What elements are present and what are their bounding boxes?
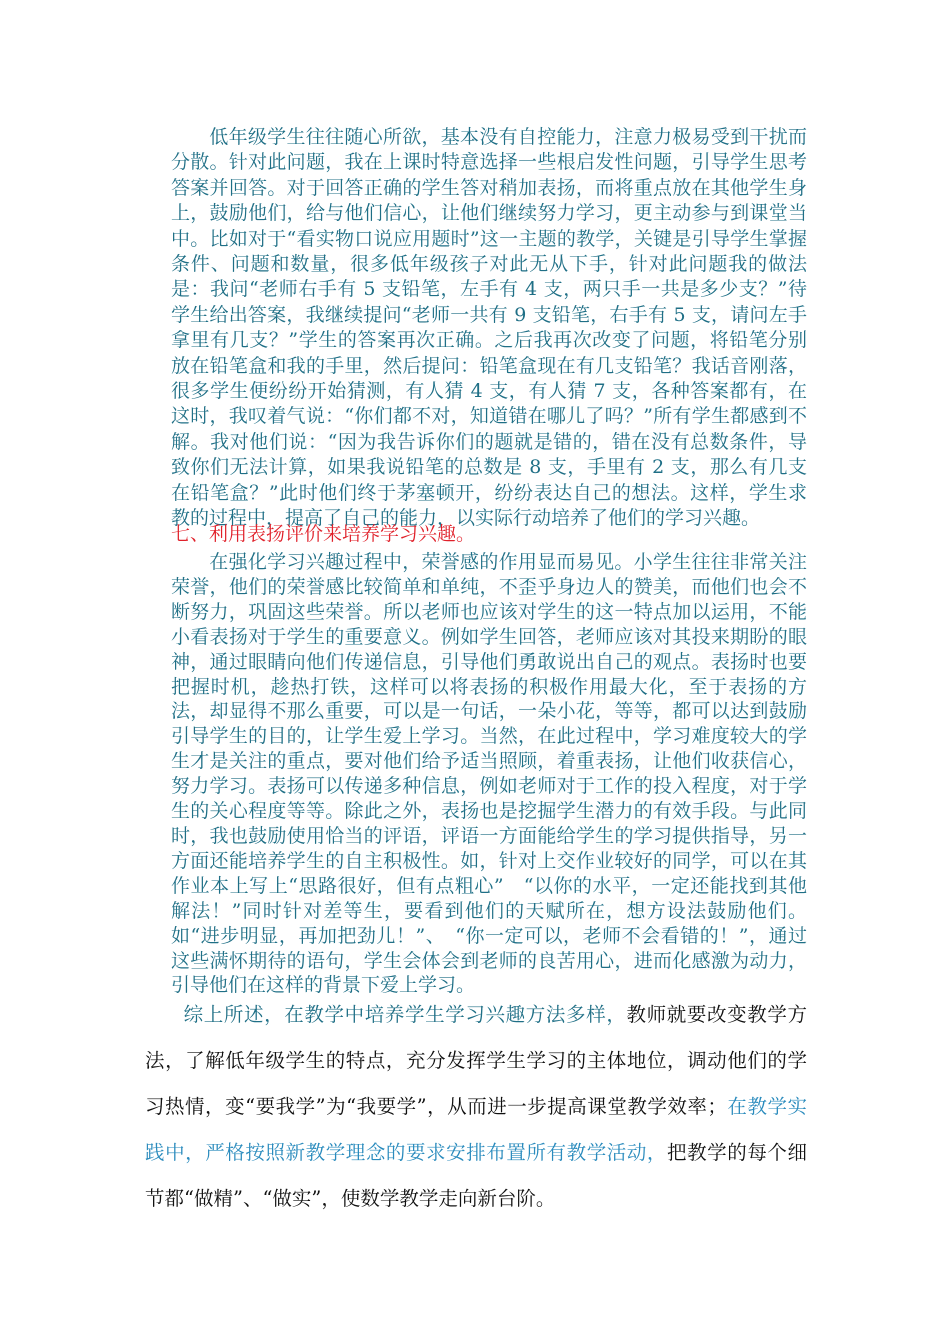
conclusion-paragraph [145, 992, 807, 1222]
conclusion-part-2: 教师就要改变教学方法，了解低年级学生的特点，充分发挥学生学习的主体地位，调动他们的学习热情，变“要我学”为“我要学”，从而进一步提高课堂教学效率； [145, 1003, 807, 1118]
paragraph-2-text: 在强化学习兴趣过程中，荣誉感的作用显而易见。小学生往往非常关注荣誉，他们的荣誉感比较简单和单纯，不歪乎身边人的赞美，而他们也会不断努力，巩固这些荣誉。所以老师也应该对学生的这一特点加以运用，不能小看表扬对于学生的重要意义。例如学生回答，老师应该对其投来期盼的眼神，通过眼睛向他们传递信息，引导他们勇敢说出自己的观点。表扬时也要把握时机，趁热打铁，这样可以将表扬的积极作用最大化，至于表扬的方法，却显得不那么重要，可以是一句话，一朵小花，等等，都可以达到鼓励引导学生的目的，让学生爱上学习。当然，在此过程中，学习难度较大的学生才是关注的重点，要对他们给予适当照顾，着重表扬，让他们收获信心，努力学习。表扬可以传递多种信息，例如老师对于工作的投入程度，对于学生的关心程度等等。除此之外，表扬也是挖掘学生潜力的有效手段。与此同时，我也鼓励使用恰当的评语，评语一方面能给学生的学习提供指导，另一方面还能培养学生的自主积极性。如，针对上交作业较好的同学，可以在其作业本上写上“思路很好，但有点粗心” “以你的水平，一定还能找到其他解法！”同时针对差等生，要看到他们的天赋所在，想方设法鼓励他们。如“进步明显，再加把劲儿！”、 “你一定可以，老师不会看错的！”，通过这些满怀期待的语句，学生会体会到老师的良苦用心，进而化感激为动力，引导他们在这样的背景下爱上学习。 [171, 551, 807, 997]
conclusion-part-4: 把教学的每个细节都“做精”、“做实”，使数学教学走向新台阶。 [145, 1141, 807, 1210]
section-heading: 七、利用表扬评价来培养学习兴趣。 [171, 523, 476, 545]
paragraph-1 [171, 125, 807, 532]
conclusion-part-3: 在教学实践中，严格按照新教学理念的要求安排布置所有教学活动， [145, 1095, 807, 1164]
paragraph-2 [171, 550, 807, 998]
conclusion-part-1: 综上所述，在教学中培养学生学习兴趣方法多样， [183, 1003, 627, 1026]
paragraph-1-text: 低年级学生往往随心所欲，基本没有自控能力，注意力极易受到干扰而分散。针对此问题，我在上课时特意选择一些根启发性问题，引导学生思考答案并回答。对于回答正确的学生答对稍加表扬，而将重点放在其他学生身上，鼓励他们，给与他们信心，让他们继续努力学习，更主动参与到课堂当中。比如对于“看实物口说应用题时”这一主题的教学，关键是引导学生掌握条件、问题和数量，很多低年级孩子对此无从下手，针对此问题我的做法是：我问“老师右手有 5 支铅笔，左手有 4 支，两只手一共是多少支？”待学生给出答案，我继续提问“老师一共有 9 支铅笔，右手有 5 支，请问左手拿里有几支？”学生的答案再次正确。之后我再次改变了问题，将铅笔分别放在铅笔盒和我的手里，然后提问：铅笔盒现在有几支铅笔？我话音刚落，很多学生便纷纷开始猜测，有人猜 4 支，有人猜 7 支，各种答案都有，在这时，我叹着气说：“你们都不对，知道错在哪儿了吗？”所有学生都感到不解。我对他们说：“因为我告诉你们的题就是错的，错在没有总数条件，导致你们无法计算，如果我说铅笔的总数是 8 支，手里有 2 支，那么有几支在铅笔盒？”此时他们终于茅塞顿开，纷纷表达自己的想法。这样，学生求教的过程中，提高了自己的能力，以实际行动培养了他们的学习兴趣。 [171, 126, 807, 530]
